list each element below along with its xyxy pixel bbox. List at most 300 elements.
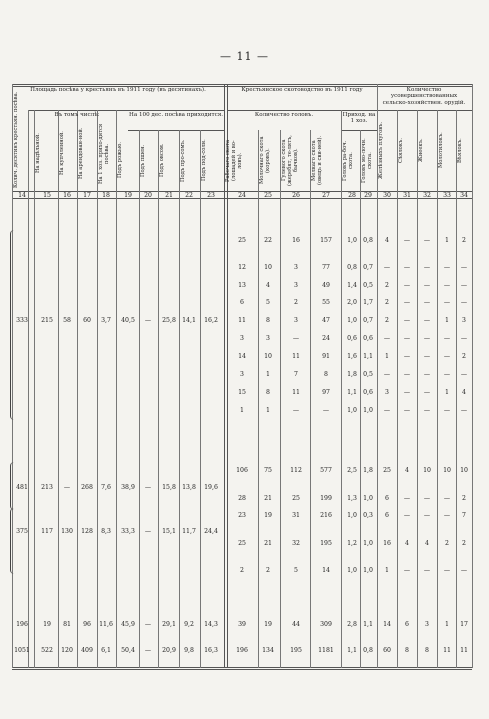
table-cell: — — [144, 647, 152, 654]
table-cell: 4 — [405, 467, 409, 474]
table-cell: 112 — [290, 467, 302, 474]
table-cell: 1,4 — [347, 282, 357, 289]
livestock-group-header: Крестьянское скотоводство въ 1911 году — [241, 87, 363, 93]
rule-line — [397, 110, 398, 668]
table-cell: 409 — [81, 647, 93, 654]
table-cell: — — [383, 264, 391, 271]
table-cell: — — [63, 484, 71, 491]
table-cell: 117 — [41, 528, 53, 535]
column-header: На арендован-ной. — [78, 127, 84, 180]
table-cell: 97 — [322, 389, 330, 396]
rule-line — [200, 130, 201, 668]
column-header: Колич. десятинъ крестьян. посѣва. — [13, 91, 19, 188]
table-cell: 11 — [292, 389, 300, 396]
table-cell: 60 — [383, 647, 391, 654]
page-number: — 11 — — [220, 50, 269, 63]
column-header: Мелкаго скота (овецъ и сви-ней). — [311, 135, 323, 186]
table-cell: 8,3 — [101, 528, 111, 535]
table-cell: 1,0 — [347, 317, 357, 324]
table-cell: — — [423, 282, 431, 289]
column-header: На купчленной. — [59, 131, 65, 176]
table-cell: — — [292, 335, 300, 342]
table-cell: 1,0 — [363, 567, 373, 574]
table-cell: — — [460, 282, 468, 289]
table-cell: 333 — [16, 317, 28, 324]
rule-line — [97, 110, 98, 668]
table-cell: 24 — [322, 335, 330, 342]
table-cell: 196 — [16, 621, 28, 628]
column-header: Подъ рожью. — [117, 142, 123, 179]
table-cell: 0,5 — [363, 282, 373, 289]
table-cell: 2 — [294, 299, 298, 306]
table-cell: 6 — [240, 299, 244, 306]
table-cell: 3 — [240, 335, 244, 342]
tools-group-header: Количество усовершенствованных сельско-хозяйствен. орудій. — [382, 87, 466, 106]
table-cell: 1,0 — [347, 237, 357, 244]
table-cell: 16,2 — [204, 317, 218, 324]
table-cell: 3 — [462, 317, 466, 324]
table-cell: 21 — [264, 495, 272, 502]
table-cell: 13 — [238, 282, 246, 289]
table-cell: 1051 — [14, 647, 30, 654]
column-header: Гулевого скота (жеребят, те-лятъ, бычков). — [281, 135, 299, 186]
table-cell: 1,0 — [347, 567, 357, 574]
table-cell: — — [423, 407, 431, 414]
table-cell: 1 — [385, 567, 389, 574]
table-cell: 21 — [264, 540, 272, 547]
table-cell: — — [443, 282, 451, 289]
rule-line — [158, 130, 159, 668]
table-cell: 11 — [460, 647, 468, 654]
table-cell: 213 — [41, 484, 53, 491]
table-cell: 1 — [445, 621, 449, 628]
table-cell: 106 — [236, 467, 248, 474]
table-cell: — — [322, 407, 330, 414]
table-cell: 481 — [16, 484, 28, 491]
column-header: Желѣзныхъ плуговъ. — [378, 121, 384, 180]
table-cell: 1 — [445, 237, 449, 244]
table-cell: 16 — [383, 540, 391, 547]
table-cell: 4 — [266, 282, 270, 289]
table-cell: 50,4 — [121, 647, 135, 654]
table-cell: 75 — [264, 467, 272, 474]
table-cell: 216 — [320, 512, 332, 519]
table-cell: — — [423, 335, 431, 342]
table-cell: 0,8 — [363, 647, 373, 654]
table-cell: 4 — [385, 237, 389, 244]
table-cell: — — [460, 264, 468, 271]
table-cell: 55 — [322, 299, 330, 306]
column-header: Подъ овсом. — [159, 143, 165, 178]
table-cell: — — [144, 528, 152, 535]
table-cell: 1,1 — [363, 621, 373, 628]
table-cell: 77 — [322, 264, 330, 271]
table-cell: 44 — [292, 621, 300, 628]
table-cell: 9,8 — [184, 647, 194, 654]
table-cell: 14 — [383, 621, 391, 628]
table-cell: 10 — [264, 353, 272, 360]
table-cell: 19 — [264, 621, 272, 628]
table-cell: 81 — [63, 621, 71, 628]
table-cell: 1 — [385, 353, 389, 360]
table-cell: — — [443, 264, 451, 271]
rule-line — [360, 130, 361, 668]
table-cell: 8 — [266, 317, 270, 324]
table-cell: — — [423, 317, 431, 324]
table-cell: 1,1 — [347, 389, 357, 396]
rule-line — [378, 110, 472, 111]
column-header: На надѣльной. — [35, 133, 41, 174]
table-cell: 47 — [322, 317, 330, 324]
table-cell: 3 — [294, 317, 298, 324]
table-cell: 199 — [320, 495, 332, 502]
table-cell: 11,7 — [182, 528, 196, 535]
table-cell: — — [383, 335, 391, 342]
table-cell: 8 — [324, 371, 328, 378]
table-cell: 24,4 — [204, 528, 218, 535]
table-cell: 38,9 — [121, 484, 135, 491]
table-cell: 10 — [423, 467, 431, 474]
table-cell: — — [403, 237, 411, 244]
including-header: Въ томъ числѣ: — [54, 112, 100, 118]
table-cell: 13,8 — [182, 484, 196, 491]
table-cell: 1,8 — [347, 371, 357, 378]
table-cell: 3,7 — [101, 317, 111, 324]
column-number: 14 — [18, 192, 26, 199]
table-cell: 1,0 — [363, 540, 373, 547]
column-number: 24 — [238, 192, 246, 199]
column-number: 15 — [43, 192, 51, 199]
table-cell: 25 — [238, 237, 246, 244]
column-header: Головъ ра-боч. скота. — [342, 140, 354, 181]
table-cell: 157 — [320, 237, 332, 244]
column-number: 31 — [403, 192, 411, 199]
table-cell: 8 — [405, 647, 409, 654]
table-cell: 1,8 — [363, 467, 373, 474]
table-cell: 0,5 — [363, 371, 373, 378]
table-cell: 2 — [462, 540, 466, 547]
rule-line — [341, 110, 342, 668]
table-cell: 91 — [322, 353, 330, 360]
table-cell: 1,6 — [347, 353, 357, 360]
table-cell: 3 — [240, 371, 244, 378]
table-cell: 2 — [240, 567, 244, 574]
table-cell: 40,5 — [121, 317, 135, 324]
rule-line — [228, 110, 377, 111]
table-cell: — — [383, 407, 391, 414]
table-cell: 15,8 — [162, 484, 176, 491]
rule-line — [280, 130, 281, 668]
table-cell: — — [443, 371, 451, 378]
table-cell: 1,0 — [347, 407, 357, 414]
table-cell: 25 — [292, 495, 300, 502]
column-header: Жнеекъ. — [418, 138, 424, 163]
table-cell: 2 — [385, 299, 389, 306]
table-cell: 7 — [294, 371, 298, 378]
table-cell: — — [403, 407, 411, 414]
table-cell: 1,0 — [363, 495, 373, 502]
table-cell: — — [403, 512, 411, 519]
table-cell: 4 — [462, 389, 466, 396]
table-cell: 5 — [266, 299, 270, 306]
table-cell: — — [460, 407, 468, 414]
table-cell: 130 — [61, 528, 73, 535]
table-cell: 2,5 — [347, 467, 357, 474]
table-cell: 0,7 — [363, 264, 373, 271]
rule-line — [58, 110, 59, 668]
table-cell: 20,9 — [162, 647, 176, 654]
table-cell: 1 — [445, 317, 449, 324]
table-cell: 33,3 — [121, 528, 135, 535]
table-cell: 31 — [292, 512, 300, 519]
table-cell: — — [403, 335, 411, 342]
table-cell: — — [460, 371, 468, 378]
rule-line — [12, 669, 472, 670]
table-cell: 2,0 — [347, 299, 357, 306]
table-cell: 11,6 — [99, 621, 113, 628]
table-cell: 0,8 — [363, 237, 373, 244]
rule-line — [34, 110, 35, 668]
table-cell: 0,8 — [347, 264, 357, 271]
per-farm-header: Приход. на 1 хоз. — [342, 112, 376, 125]
table-cell: 9,2 — [184, 621, 194, 628]
table-cell: — — [460, 567, 468, 574]
table-cell: 11 — [443, 647, 451, 654]
column-number: 30 — [383, 192, 391, 199]
table-cell: — — [403, 353, 411, 360]
column-number: 29 — [364, 192, 372, 199]
table-cell: 14 — [322, 567, 330, 574]
table-cell: 1,2 — [347, 540, 357, 547]
table-cell: — — [403, 371, 411, 378]
table-cell: 3 — [425, 621, 429, 628]
table-cell: 15 — [238, 389, 246, 396]
rule-line — [437, 110, 438, 668]
table-cell: 16,3 — [204, 647, 218, 654]
table-cell: 375 — [16, 528, 28, 535]
table-cell: 60 — [83, 317, 91, 324]
column-header: Молотилокъ. — [438, 132, 444, 169]
table-cell: 3 — [294, 264, 298, 271]
column-header: Рабочаго скота (лошадей и во-ловъ). — [225, 139, 243, 182]
table-cell: 0,3 — [363, 512, 373, 519]
table-cell: 39 — [238, 621, 246, 628]
table-cell: 17 — [460, 621, 468, 628]
table-cell: — — [443, 407, 451, 414]
table-cell: 49 — [322, 282, 330, 289]
table-cell: 2 — [385, 317, 389, 324]
table-cell: — — [443, 567, 451, 574]
table-cell: 32 — [292, 540, 300, 547]
table-cell: 7 — [462, 512, 466, 519]
column-header: Головъ мо-лочн. скота. — [361, 138, 373, 183]
table-cell: 22 — [264, 237, 272, 244]
table-cell: 215 — [41, 317, 53, 324]
table-cell: 3 — [294, 282, 298, 289]
table-cell: 14,1 — [182, 317, 196, 324]
table-cell: 2 — [462, 495, 466, 502]
table-cell: 58 — [63, 317, 71, 324]
table-cell: — — [423, 371, 431, 378]
table-cell: 4 — [425, 540, 429, 547]
table-cell: 2 — [462, 353, 466, 360]
table-cell: 96 — [83, 621, 91, 628]
table-cell: — — [423, 237, 431, 244]
table-cell: — — [443, 335, 451, 342]
rule-line — [128, 130, 224, 131]
table-cell: 12 — [238, 264, 246, 271]
table-cell: — — [383, 371, 391, 378]
table-cell: 16 — [292, 237, 300, 244]
table-cell: 25 — [383, 467, 391, 474]
table-cell: 4 — [405, 540, 409, 547]
table-cell: 45,9 — [121, 621, 135, 628]
row-brace — [10, 508, 15, 574]
table-cell: 14,3 — [204, 621, 218, 628]
table-cell: — — [403, 282, 411, 289]
table-cell: 2 — [385, 282, 389, 289]
table-cell: — — [423, 389, 431, 396]
table-cell: 268 — [81, 484, 93, 491]
column-header: Сѣялокъ. — [398, 138, 404, 163]
column-number: 23 — [207, 192, 215, 199]
column-header: На 1 хоз. прихо-дится посѣва. — [98, 123, 110, 184]
table-cell: 6 — [405, 621, 409, 628]
table-cell: 29,1 — [162, 621, 176, 628]
rule-line — [472, 84, 473, 668]
table-cell: 1181 — [318, 647, 334, 654]
table-cell: 8 — [266, 389, 270, 396]
column-number: 34 — [460, 192, 468, 199]
table-cell: 5 — [294, 567, 298, 574]
table-cell: 128 — [81, 528, 93, 535]
table-cell: — — [403, 299, 411, 306]
table-cell: — — [403, 495, 411, 502]
table-cell: 1,7 — [363, 299, 373, 306]
column-number: 16 — [63, 192, 71, 199]
table-cell: 11 — [238, 317, 246, 324]
table-cell: — — [423, 495, 431, 502]
table-cell: 7,6 — [101, 484, 111, 491]
rule-line — [179, 130, 180, 668]
table-cell: 195 — [290, 647, 302, 654]
rule-line — [456, 110, 457, 668]
column-number: 18 — [102, 192, 110, 199]
rule-line — [139, 130, 140, 668]
rule-line — [341, 130, 377, 131]
table-cell: 6 — [385, 512, 389, 519]
column-number: 32 — [423, 192, 431, 199]
table-cell: 19 — [43, 621, 51, 628]
rule-line — [258, 130, 259, 668]
table-cell: 14 — [238, 353, 246, 360]
table-cell: 15,1 — [162, 528, 176, 535]
table-cell: 2 — [266, 567, 270, 574]
table-cell: 19 — [264, 512, 272, 519]
rule-line — [310, 130, 311, 668]
table-cell: 1,0 — [363, 407, 373, 414]
table-cell: 10 — [264, 264, 272, 271]
table-cell: — — [423, 353, 431, 360]
table-cell: 8 — [425, 647, 429, 654]
table-cell: 1,0 — [347, 512, 357, 519]
table-cell: 19,6 — [204, 484, 218, 491]
table-cell: 1,1 — [363, 353, 373, 360]
column-number: 33 — [443, 192, 451, 199]
table-cell: 1 — [445, 389, 449, 396]
column-number: 27 — [322, 192, 330, 199]
table-cell: — — [403, 389, 411, 396]
row-brace — [10, 462, 15, 510]
table-cell: 3 — [385, 389, 389, 396]
table-cell: — — [403, 567, 411, 574]
table-cell: 309 — [320, 621, 332, 628]
table-cell: — — [443, 299, 451, 306]
column-number: 28 — [348, 192, 356, 199]
table-cell: 1 — [266, 407, 270, 414]
table-cell: — — [403, 264, 411, 271]
table-cell: — — [423, 512, 431, 519]
column-number: 17 — [83, 192, 91, 199]
table-cell: 23 — [238, 512, 246, 519]
table-cell: — — [460, 299, 468, 306]
table-cell: 10 — [460, 467, 468, 474]
rule-line — [28, 110, 29, 668]
heads-header: Количество головъ. — [254, 112, 314, 118]
table-cell: 0,6 — [363, 389, 373, 396]
table-cell: — — [443, 353, 451, 360]
column-number: 19 — [124, 192, 132, 199]
table-cell: 25 — [238, 540, 246, 547]
table-cell: — — [403, 317, 411, 324]
table-cell: — — [144, 484, 152, 491]
table-cell: 522 — [41, 647, 53, 654]
table-cell: 10 — [443, 467, 451, 474]
column-number: 21 — [165, 192, 173, 199]
table-cell: 1,1 — [347, 647, 357, 654]
table-cell: 3 — [266, 335, 270, 342]
rule-line — [417, 110, 418, 668]
table-cell: 120 — [61, 647, 73, 654]
table-cell: 0,6 — [363, 335, 373, 342]
column-number: 22 — [185, 192, 193, 199]
table-cell: 2 — [445, 540, 449, 547]
column-number: 26 — [292, 192, 300, 199]
table-cell: 2 — [462, 237, 466, 244]
table-cell: — — [443, 495, 451, 502]
table-cell: 28 — [238, 495, 246, 502]
per100-header: На 100 дес. посѣва приходится. — [128, 112, 224, 118]
table-cell: — — [292, 407, 300, 414]
table-cell: — — [423, 567, 431, 574]
table-cell: 0,6 — [347, 335, 357, 342]
table-cell: 196 — [236, 647, 248, 654]
column-header: Подъ про-сомъ. — [180, 139, 186, 182]
table-cell: — — [460, 335, 468, 342]
column-header: Подъ пшен. — [140, 144, 146, 177]
column-header: Вѣялокъ. — [457, 138, 463, 163]
table-cell: 25,8 — [162, 317, 176, 324]
table-cell: — — [144, 621, 152, 628]
table-cell: — — [423, 264, 431, 271]
column-header: Молочнаго скота (коровъ). — [259, 136, 271, 185]
column-header: Подъ под-солн. — [201, 139, 207, 182]
rule-line — [77, 110, 78, 668]
column-number: 25 — [264, 192, 272, 199]
table-cell: 134 — [262, 647, 274, 654]
area-group-header: Площадь посѣва у крестьянъ въ 1911 году (въ десятинахъ). — [30, 87, 206, 93]
table-cell: 577 — [320, 467, 332, 474]
